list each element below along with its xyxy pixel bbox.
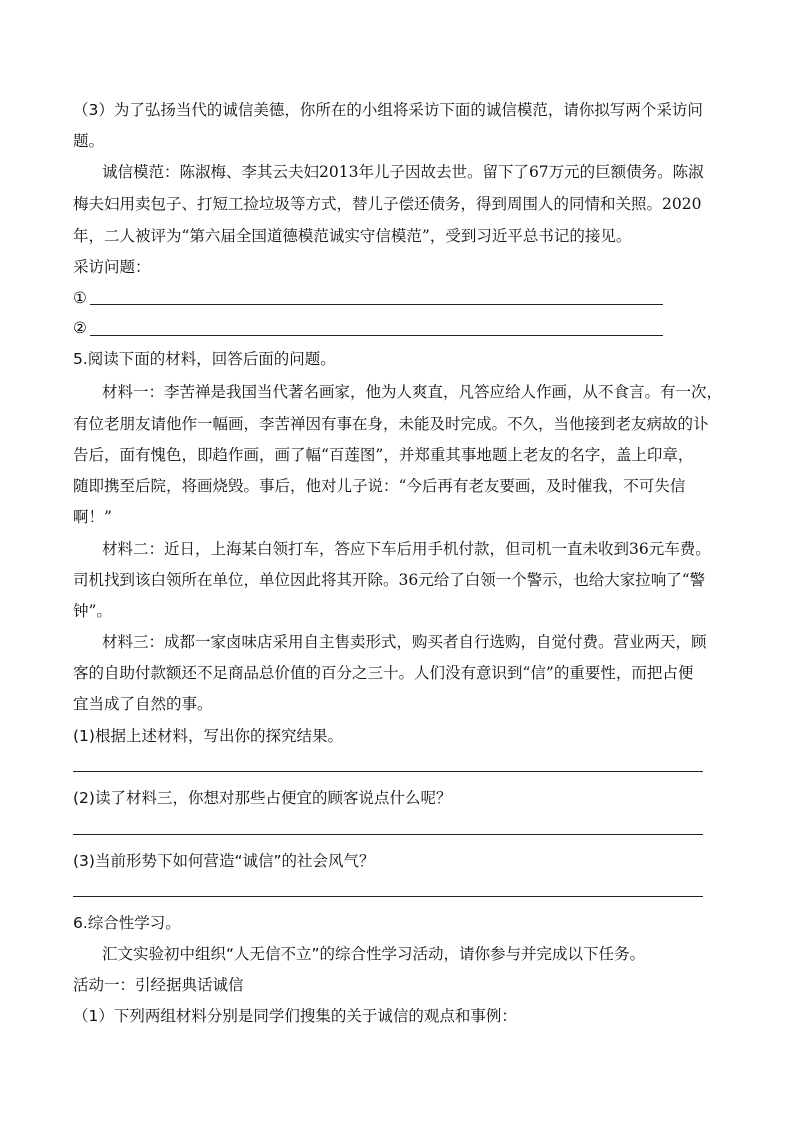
q5-sub3: (3)当前形势下如何营造“诚信”的社会风气？ <box>73 852 375 870</box>
q5-material1-line4: 随即携至后院，将画烧毁。事后，他对儿子说：“今后再有老友要画，及时催我，不可失信 <box>73 477 686 495</box>
q5-sub3-answer-line[interactable] <box>73 896 703 897</box>
q5-material1-line1: 材料一：李苦禅是我国当代著名画家，他为人爽直，凡答应给人作画，从不食言。有一次， <box>102 383 723 401</box>
q5-title: 5.阅读下面的材料，回答后面的问题。 <box>73 350 336 368</box>
q5-material3-line2: 客的自助付款额还不足商品总价值的百分之三十。人们没有意识到“信”的重要性，而把占便 <box>73 664 694 682</box>
q3-prompt-line1: （3）为了弘扬当代的诚信美德，你所在的小组将采访下面的诚信模范，请你拟写两个采访问 <box>73 101 703 119</box>
q5-sub1: (1)根据上述材料，写出你的探究结果。 <box>73 727 343 745</box>
q3-model-line1: 诚信模范：陈淑梅、李其云夫妇2013年儿子因故去世。留下了67万元的巨额债务。陈淑 <box>102 163 704 181</box>
q5-sub1-answer-line[interactable] <box>73 771 703 772</box>
q5-material1-line2: 有位老朋友请他作一幅画，李苦禅因有事在身，未能及时完成。不久，当他接到老友病故的讣 <box>73 415 709 433</box>
q5-material3-line1: 材料三：成都一家卤味店采用自主售卖形式，购买者自行选购，自觉付费。营业两天，顾 <box>102 633 707 651</box>
q3-prompt-line2: 题。 <box>73 132 105 150</box>
q6-title: 6.综合性学习。 <box>73 914 181 932</box>
q5-material2-line1: 材料二：近日，上海某白领打车，答应下车后用手机付款，但司机一直未收到36元车费。 <box>102 540 711 558</box>
q3-answer-line-2[interactable] <box>90 335 663 336</box>
q3-model-line2: 梅夫妇用卖包子、打短工捡垃圾等方式，替儿子偿还债务，得到周围人的同情和关照。2020 <box>73 195 702 213</box>
q5-sub2-answer-line[interactable] <box>73 834 703 835</box>
q5-material1-line5: 啊！” <box>73 508 112 526</box>
q5-material2-line3: 钟”。 <box>73 602 112 620</box>
q3-answer-mark-2: ② <box>73 319 87 337</box>
q5-sub2: (2)读了材料三，你想对那些占便宜的顾客说点什么呢？ <box>73 789 452 807</box>
q5-material3-line3: 宜当成了自然的事。 <box>73 695 213 713</box>
q3-interview-label: 采访问题： <box>73 258 151 276</box>
q6-activity1: 活动一：引经据典话诚信 <box>73 976 244 994</box>
q6-intro: 汇文实验初中组织“人无信不立”的综合性学习活动，请你参与并完成以下任务。 <box>102 945 646 963</box>
q3-answer-mark-1: ① <box>73 289 87 307</box>
q6-item1: （1）下列两组材料分别是同学们搜集的关于诚信的观点和事例： <box>73 1007 517 1025</box>
q5-material2-line2: 司机找到该白领所在单位，单位因此将其开除。36元给了白领一个警示，也给大家拉响了“警 <box>73 571 706 589</box>
q5-material1-line3: 告后，面有愧色，即趋作画，画了幅“百莲图”，并郑重其事地题上老友的名字，盖上印章， <box>73 446 694 464</box>
q3-answer-line-1[interactable] <box>90 304 663 305</box>
q3-model-line3: 年，二人被评为“第六届全国道德模范诚实守信模范”，受到习近平总书记的接见。 <box>73 227 632 245</box>
